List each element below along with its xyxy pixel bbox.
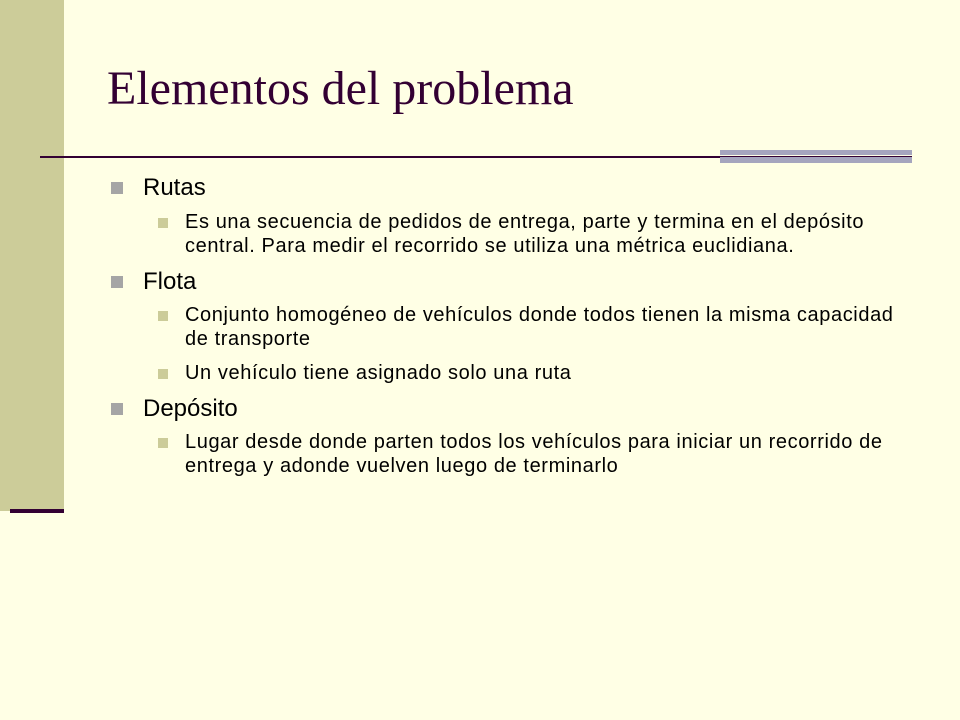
sub-bullet-text: Es una secuencia de pedidos de entrega, parte y termina en el depósito central. Para medir el recorrido se utiliza una métrica euclidiana.	[185, 211, 865, 257]
bullet-text: Depósito	[143, 395, 238, 422]
sub-bullet-text: Lugar desde donde parten todos los vehículos para iniciar un recorrido de entrega y adonde vuelven luego de terminarlo	[185, 431, 883, 477]
bullet-item-deposito	[108, 391, 908, 427]
sidebar-accent-line	[10, 509, 64, 513]
sub-bullet-text: Conjunto homogéneo de vehículos donde todos tienen la misma capacidad de transporte	[185, 304, 894, 350]
sub-bullet-item	[108, 430, 908, 478]
bullet-item-rutas	[108, 170, 908, 206]
square-bullet-icon	[111, 276, 123, 288]
square-bullet-icon	[111, 182, 123, 194]
square-bullet-icon	[158, 311, 168, 321]
slide-title: Elementos del problema	[107, 62, 574, 115]
square-bullet-icon	[111, 403, 123, 415]
slide-body	[108, 170, 908, 478]
square-bullet-icon	[158, 369, 168, 379]
square-bullet-icon	[158, 438, 168, 448]
sub-bullet-text: Un vehículo tiene asignado solo una ruta	[185, 362, 572, 384]
left-sidebar-band	[0, 0, 64, 511]
sub-bullet-item	[108, 303, 908, 351]
bullet-text: Rutas	[143, 174, 206, 201]
title-divider-accent	[720, 150, 912, 163]
square-bullet-icon	[158, 218, 168, 228]
sub-bullet-item	[108, 210, 908, 258]
bullet-text: Flota	[143, 268, 197, 295]
bullet-item-flota	[108, 264, 908, 300]
sub-bullet-item	[108, 361, 908, 385]
